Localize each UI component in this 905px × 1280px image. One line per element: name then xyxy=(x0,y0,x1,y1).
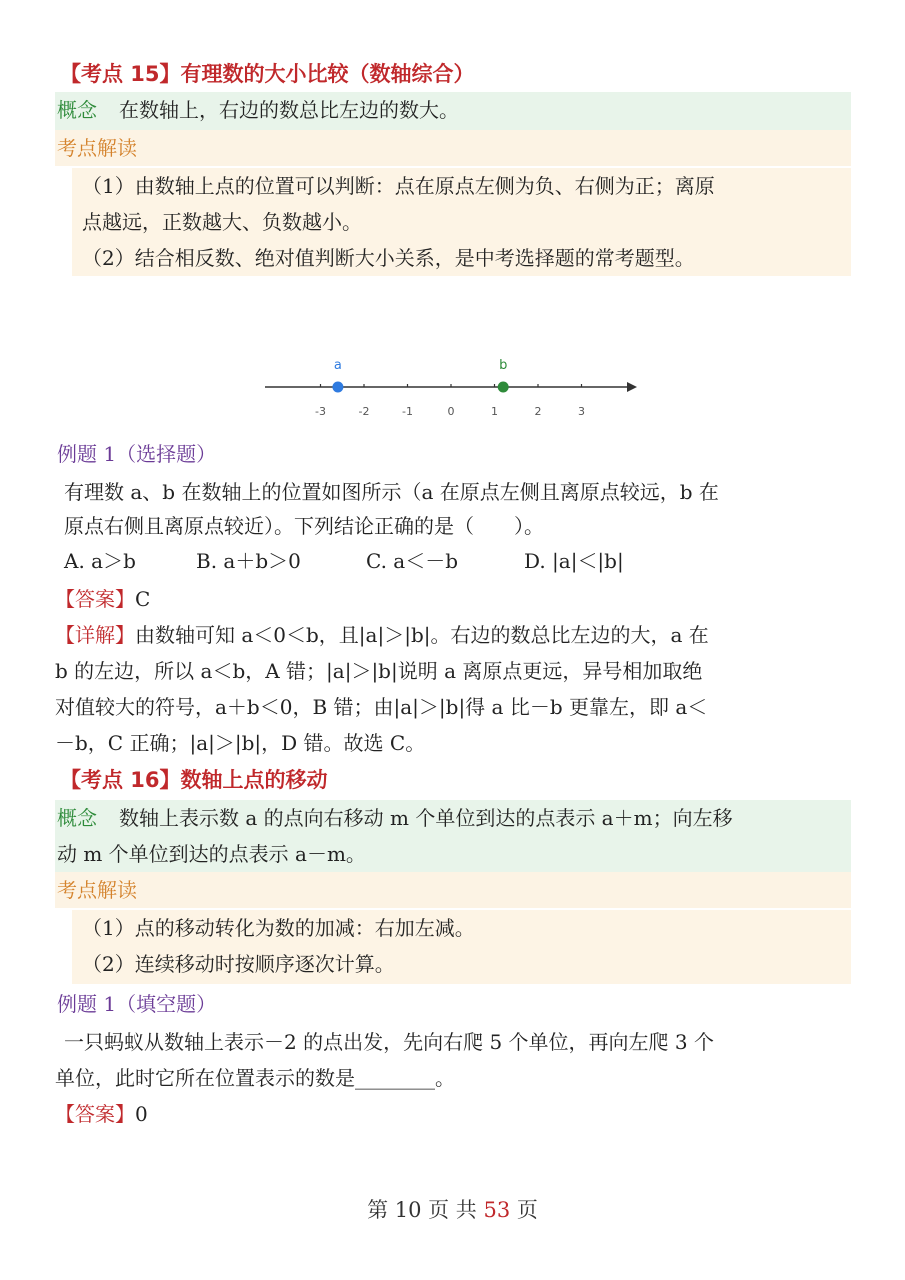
detail-label: 【详解】 xyxy=(55,623,135,647)
footer-suffix: 页 xyxy=(516,1198,538,1222)
example-16-question-line: 一只蚂蚁从数轴上表示－2 的点出发，先向右爬 5 个单位，再向左爬 3 个 xyxy=(64,1030,714,1054)
interp-label: 考点解读 xyxy=(57,136,137,160)
point-b xyxy=(498,382,509,393)
example-15-detail-line: 【详解】由数轴可知 a＜0＜b，且|a|＞|b|。右边的数总比左边的大，a 在 xyxy=(55,623,709,647)
example-15-answer xyxy=(55,581,150,617)
interp-line: （2）连续移动时按顺序逐次计算。 xyxy=(82,952,395,976)
option-b: B. a＋b＞0 xyxy=(196,549,301,573)
answer-value: 0 xyxy=(135,1102,148,1126)
section-16-interp-body xyxy=(72,910,851,984)
concept-label: 概念 xyxy=(57,806,97,830)
number-line-tick-label: 3 xyxy=(578,405,585,418)
number-line-tick-label: -2 xyxy=(358,405,370,418)
answer-value: C xyxy=(135,587,151,611)
concept-text: 在数轴上，右边的数总比左边的数大。 xyxy=(119,98,459,122)
interp-label: 考点解读 xyxy=(57,878,137,902)
interp-line: （1）由数轴上点的位置可以判断：点在原点左侧为负、右侧为正；离原 xyxy=(82,174,715,198)
number-line-arrow xyxy=(627,382,637,392)
point-b-label: b xyxy=(499,358,508,373)
number-line-tick-label: 0 xyxy=(447,405,455,418)
footer-prefix: 第 10 页 共 xyxy=(367,1198,477,1222)
example-15-title: 例题 1（选择题） xyxy=(57,442,217,466)
number-line-tick-label: 2 xyxy=(534,405,542,418)
number-line-figure xyxy=(255,345,650,425)
example-15-detail-line: 对值较大的符号，a＋b＜0，B 错；由|a|＞|b|得 a 比－b 更靠左，即 a＜ xyxy=(55,695,708,719)
example-15-question-line: 有理数 a、b 在数轴上的位置如图所示（a 在原点左侧且离原点较远，b 在 xyxy=(64,480,719,504)
interp-line: （1）点的移动转化为数的加减：右加左减。 xyxy=(82,916,475,940)
example-15-detail-line: －b，C 正确；|a|＞|b|，D 错。故选 C。 xyxy=(55,731,426,755)
number-line-tick-label: -3 xyxy=(315,405,326,418)
option-a: A. a＞b xyxy=(64,549,136,573)
section-15-concept xyxy=(55,92,851,130)
page-footer xyxy=(0,1194,905,1224)
section-16-title: 【考点 16】数轴上点的移动 xyxy=(60,768,328,792)
answer-label: 【答案】 xyxy=(55,1102,135,1126)
example-16-question-line: 单位，此时它所在位置表示的数是________。 xyxy=(55,1066,455,1090)
number-line-tick-label: -1 xyxy=(402,405,413,418)
concept-text: 数轴上表示数 a 的点向右移动 m 个单位到达的点表示 a＋m；向左移 xyxy=(119,806,733,830)
interp-line: （2）结合相反数、绝对值判断大小关系，是中考选择题的常考题型。 xyxy=(82,246,695,270)
section-15-interp-header xyxy=(55,130,851,166)
point-a-label: a xyxy=(333,358,342,373)
example-15-detail-line: b 的左边，所以 a＜b，A 错；|a|＞|b|说明 a 离原点更远，异号相加取绝 xyxy=(55,659,703,683)
section-15-title: 【考点 15】有理数的大小比较（数轴综合） xyxy=(60,62,475,86)
section-15-interp-body xyxy=(72,168,851,276)
interp-line: 点越远，正数越大、负数越小。 xyxy=(82,210,362,234)
concept-label: 概念 xyxy=(57,98,97,122)
example-16-answer xyxy=(55,1096,148,1132)
point-a xyxy=(332,382,343,393)
example-16-title: 例题 1（填空题） xyxy=(57,992,217,1016)
concept-text: 动 m 个单位到达的点表示 a－m。 xyxy=(57,842,366,866)
section-16-concept xyxy=(55,800,851,872)
number-line-tick-label: 1 xyxy=(491,405,498,418)
section-16-interp-header xyxy=(55,872,851,908)
option-c: C. a＜－b xyxy=(366,549,459,573)
footer-total-pages: 53 xyxy=(483,1198,511,1222)
answer-label: 【答案】 xyxy=(55,587,135,611)
option-d: D. |a|＜|b| xyxy=(524,549,624,573)
example-15-question-line: 原点右侧且离原点较近）。下列结论正确的是（ ）。 xyxy=(64,514,544,538)
